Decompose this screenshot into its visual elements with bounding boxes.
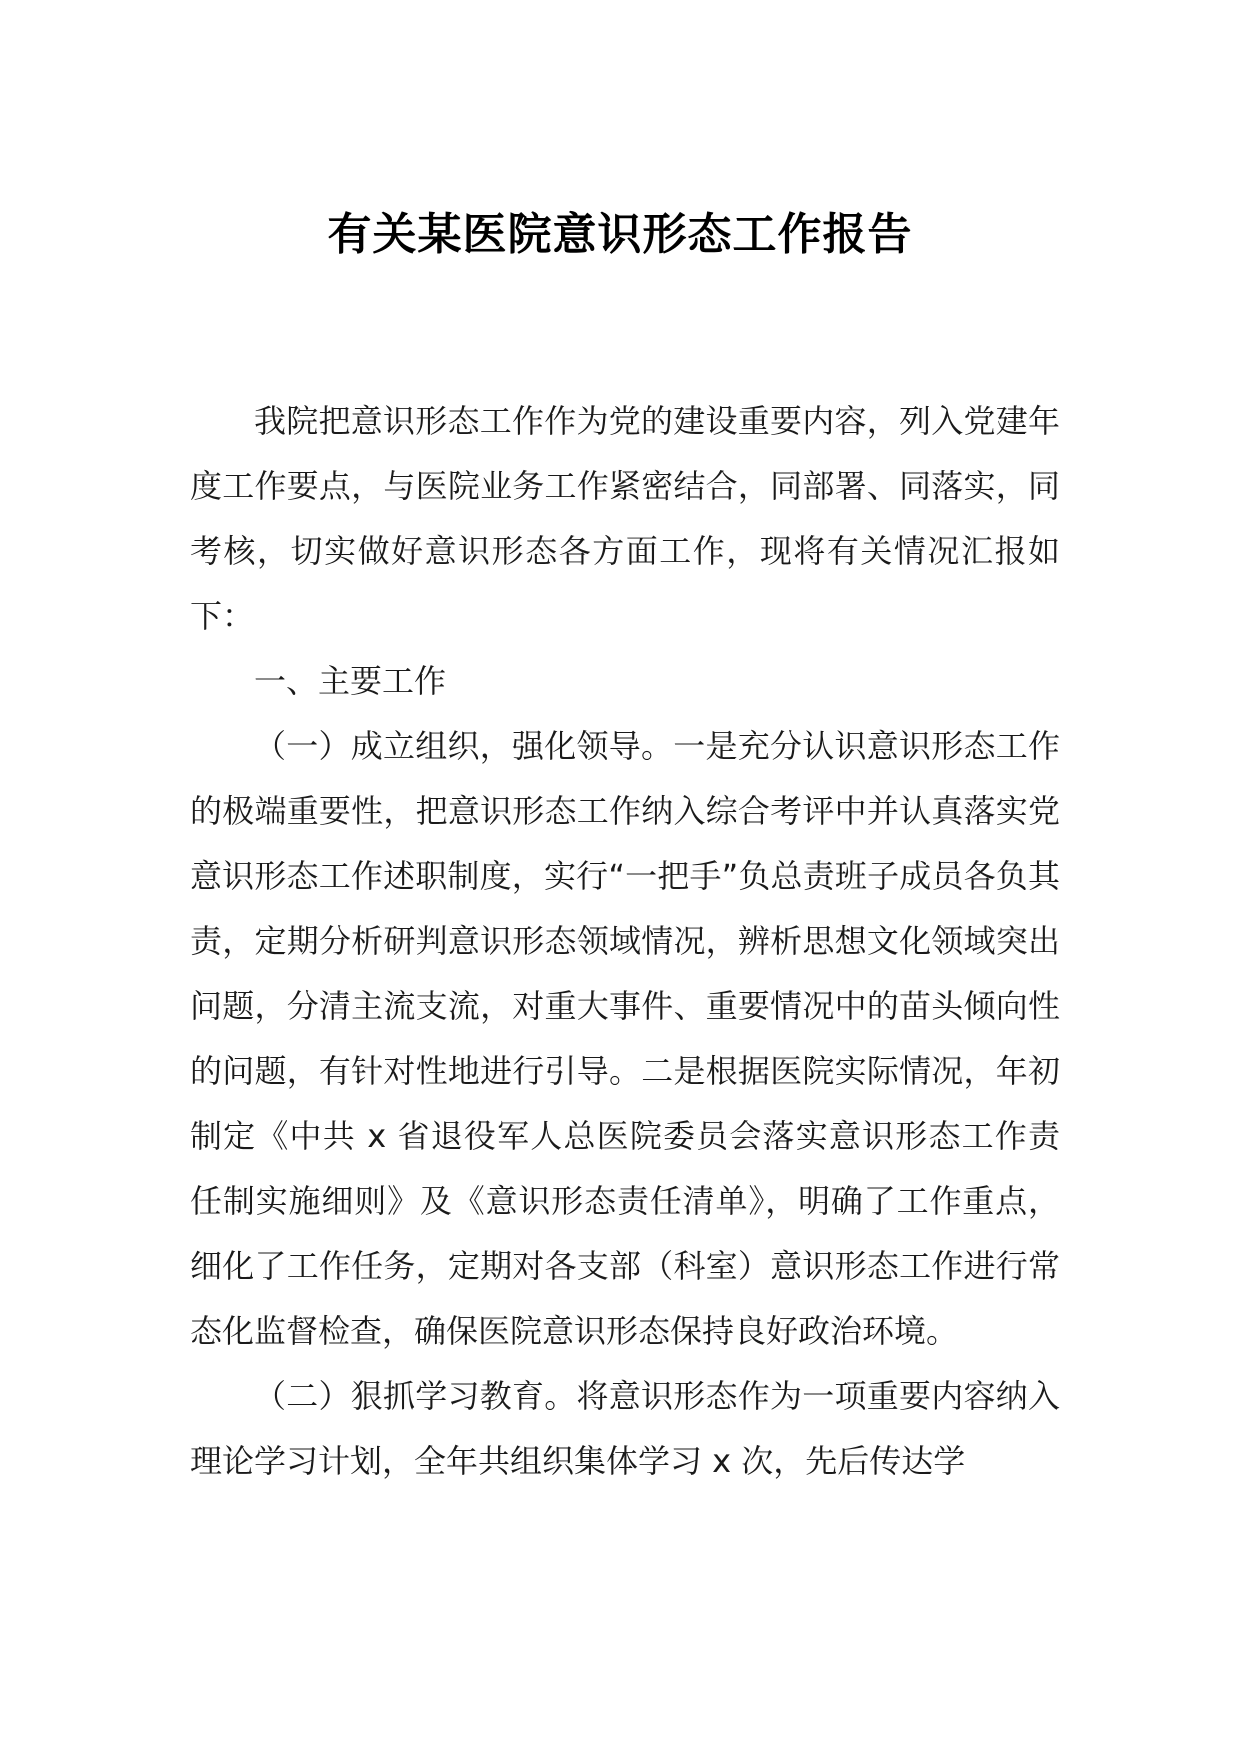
document-body: [190, 389, 1060, 1494]
section-heading: 一、主要工作: [254, 662, 447, 700]
document-title: 有关某医院意识形态工作报告: [327, 209, 913, 260]
subsection-paragraph-1: （一）成立组织，强化领导。一是充分认识意识形态工作的极端重要性，把意识形态工作纳入综合考评中并认真落实党意识形态工作述职制度，实行“一把手”负总责班子成员各负其责，定期分析研判意识形态领域情况，辨析思想文化领域突出问题，分清主流支流，对重大事件、重要情况中的苗头倾向性的问题，有针对性地进行引导。二是根据医院实际情况，年初制定《中共 x 省退役军人总医院委员会落实意识形态工作责任制实施细则》及《意识形态责任清单》，明确了工作重点，细化了工作任务，定期对各支部（科室）意识形态工作进行常态化监督检查，确保医院意识形态保持良好政治环境。: [190, 727, 1060, 1350]
intro-paragraph: 我院把意识形态工作作为党的建设重要内容，列入党建年度工作要点，与医院业务工作紧密结合，同部署、同落实，同考核，切实做好意识形态各方面工作，现将有关情况汇报如下：: [190, 402, 1060, 635]
subsection-paragraph-2: （二）狠抓学习教育。将意识形态作为一项重要内容纳入理论学习计划，全年共组织集体学习 x 次，先后传达学: [190, 1377, 1060, 1480]
